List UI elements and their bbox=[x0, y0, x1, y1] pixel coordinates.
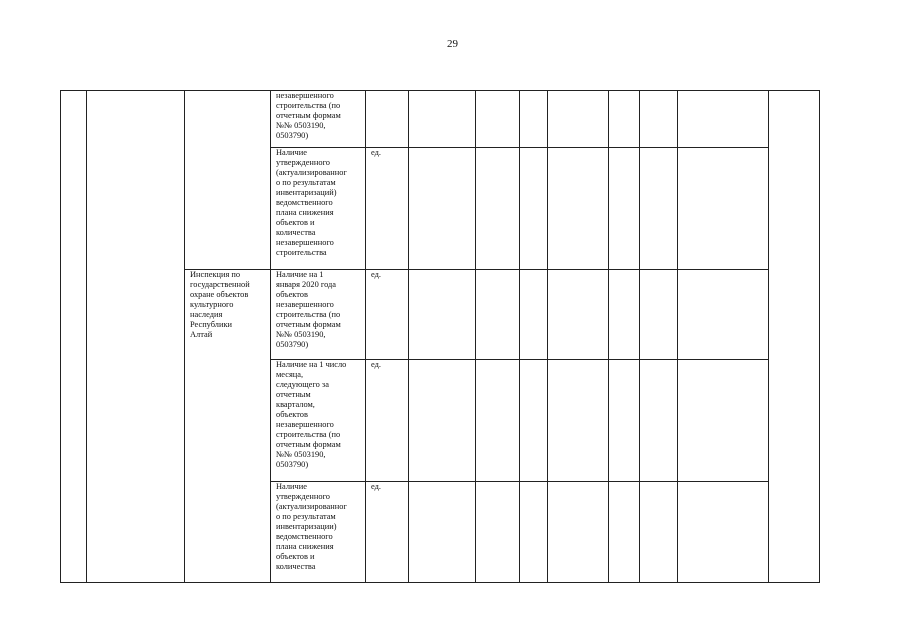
value-cell bbox=[520, 482, 548, 583]
value-cell bbox=[409, 270, 476, 360]
value-cell bbox=[476, 270, 520, 360]
value-cell bbox=[678, 148, 769, 270]
value-cell bbox=[409, 91, 476, 148]
cell-last bbox=[769, 91, 820, 583]
page-number: 29 bbox=[447, 38, 458, 50]
cell-number bbox=[61, 91, 87, 583]
unit-cell: ед. bbox=[366, 270, 409, 360]
value-cell bbox=[520, 270, 548, 360]
value-cell bbox=[520, 148, 548, 270]
value-cell bbox=[640, 360, 678, 482]
value-cell bbox=[678, 270, 769, 360]
value-cell bbox=[476, 91, 520, 148]
indicator-cell: незавершенного строительства (по отчетным формам №№ 0503190, 0503790) bbox=[271, 91, 366, 148]
value-cell bbox=[640, 91, 678, 148]
value-cell bbox=[409, 148, 476, 270]
value-cell bbox=[640, 482, 678, 583]
value-cell bbox=[548, 270, 609, 360]
unit-cell: ед. bbox=[366, 148, 409, 270]
cell-program bbox=[87, 91, 185, 583]
value-cell bbox=[609, 360, 640, 482]
value-cell bbox=[548, 360, 609, 482]
value-cell bbox=[520, 360, 548, 482]
value-cell bbox=[609, 91, 640, 148]
cell-empty-org bbox=[185, 91, 271, 270]
unit-cell bbox=[366, 91, 409, 148]
value-cell bbox=[609, 148, 640, 270]
value-cell bbox=[678, 360, 769, 482]
unit-cell: ед. bbox=[366, 482, 409, 583]
indicator-cell: Наличие на 1 января 2020 года объектов незавершенного строительства (по отчетным формам №№ 0503190, 0503790) bbox=[271, 270, 366, 360]
value-cell bbox=[476, 360, 520, 482]
value-cell bbox=[548, 482, 609, 583]
table-row bbox=[61, 91, 820, 148]
value-cell bbox=[678, 91, 769, 148]
value-cell bbox=[476, 482, 520, 583]
org-cell: Инспекция по государственной охране объектов культурного наследия Республики Алтай bbox=[185, 270, 271, 583]
value-cell bbox=[640, 148, 678, 270]
indicator-cell: Наличие утвержденного (актуализированног о по результатам инвентаризаций) ведомственного плана снижения объектов и количества незавершенного строительства bbox=[271, 148, 366, 270]
value-cell bbox=[640, 270, 678, 360]
value-cell bbox=[678, 482, 769, 583]
value-cell bbox=[409, 482, 476, 583]
value-cell bbox=[476, 148, 520, 270]
report-table bbox=[60, 90, 820, 583]
indicator-cell: Наличие на 1 число месяца, следующего за отчетным кварталом, объектов незавершенного строительства (по отчетным формам №№ 0503190, 0503790) bbox=[271, 360, 366, 482]
value-cell bbox=[409, 360, 476, 482]
value-cell bbox=[609, 270, 640, 360]
value-cell bbox=[609, 482, 640, 583]
value-cell bbox=[548, 91, 609, 148]
indicator-cell: Наличие утвержденного (актуализированног о по результатам инвентаризации) ведомственного плана снижения объектов и количества bbox=[271, 482, 366, 583]
value-cell bbox=[548, 148, 609, 270]
unit-cell: ед. bbox=[366, 360, 409, 482]
value-cell bbox=[520, 91, 548, 148]
